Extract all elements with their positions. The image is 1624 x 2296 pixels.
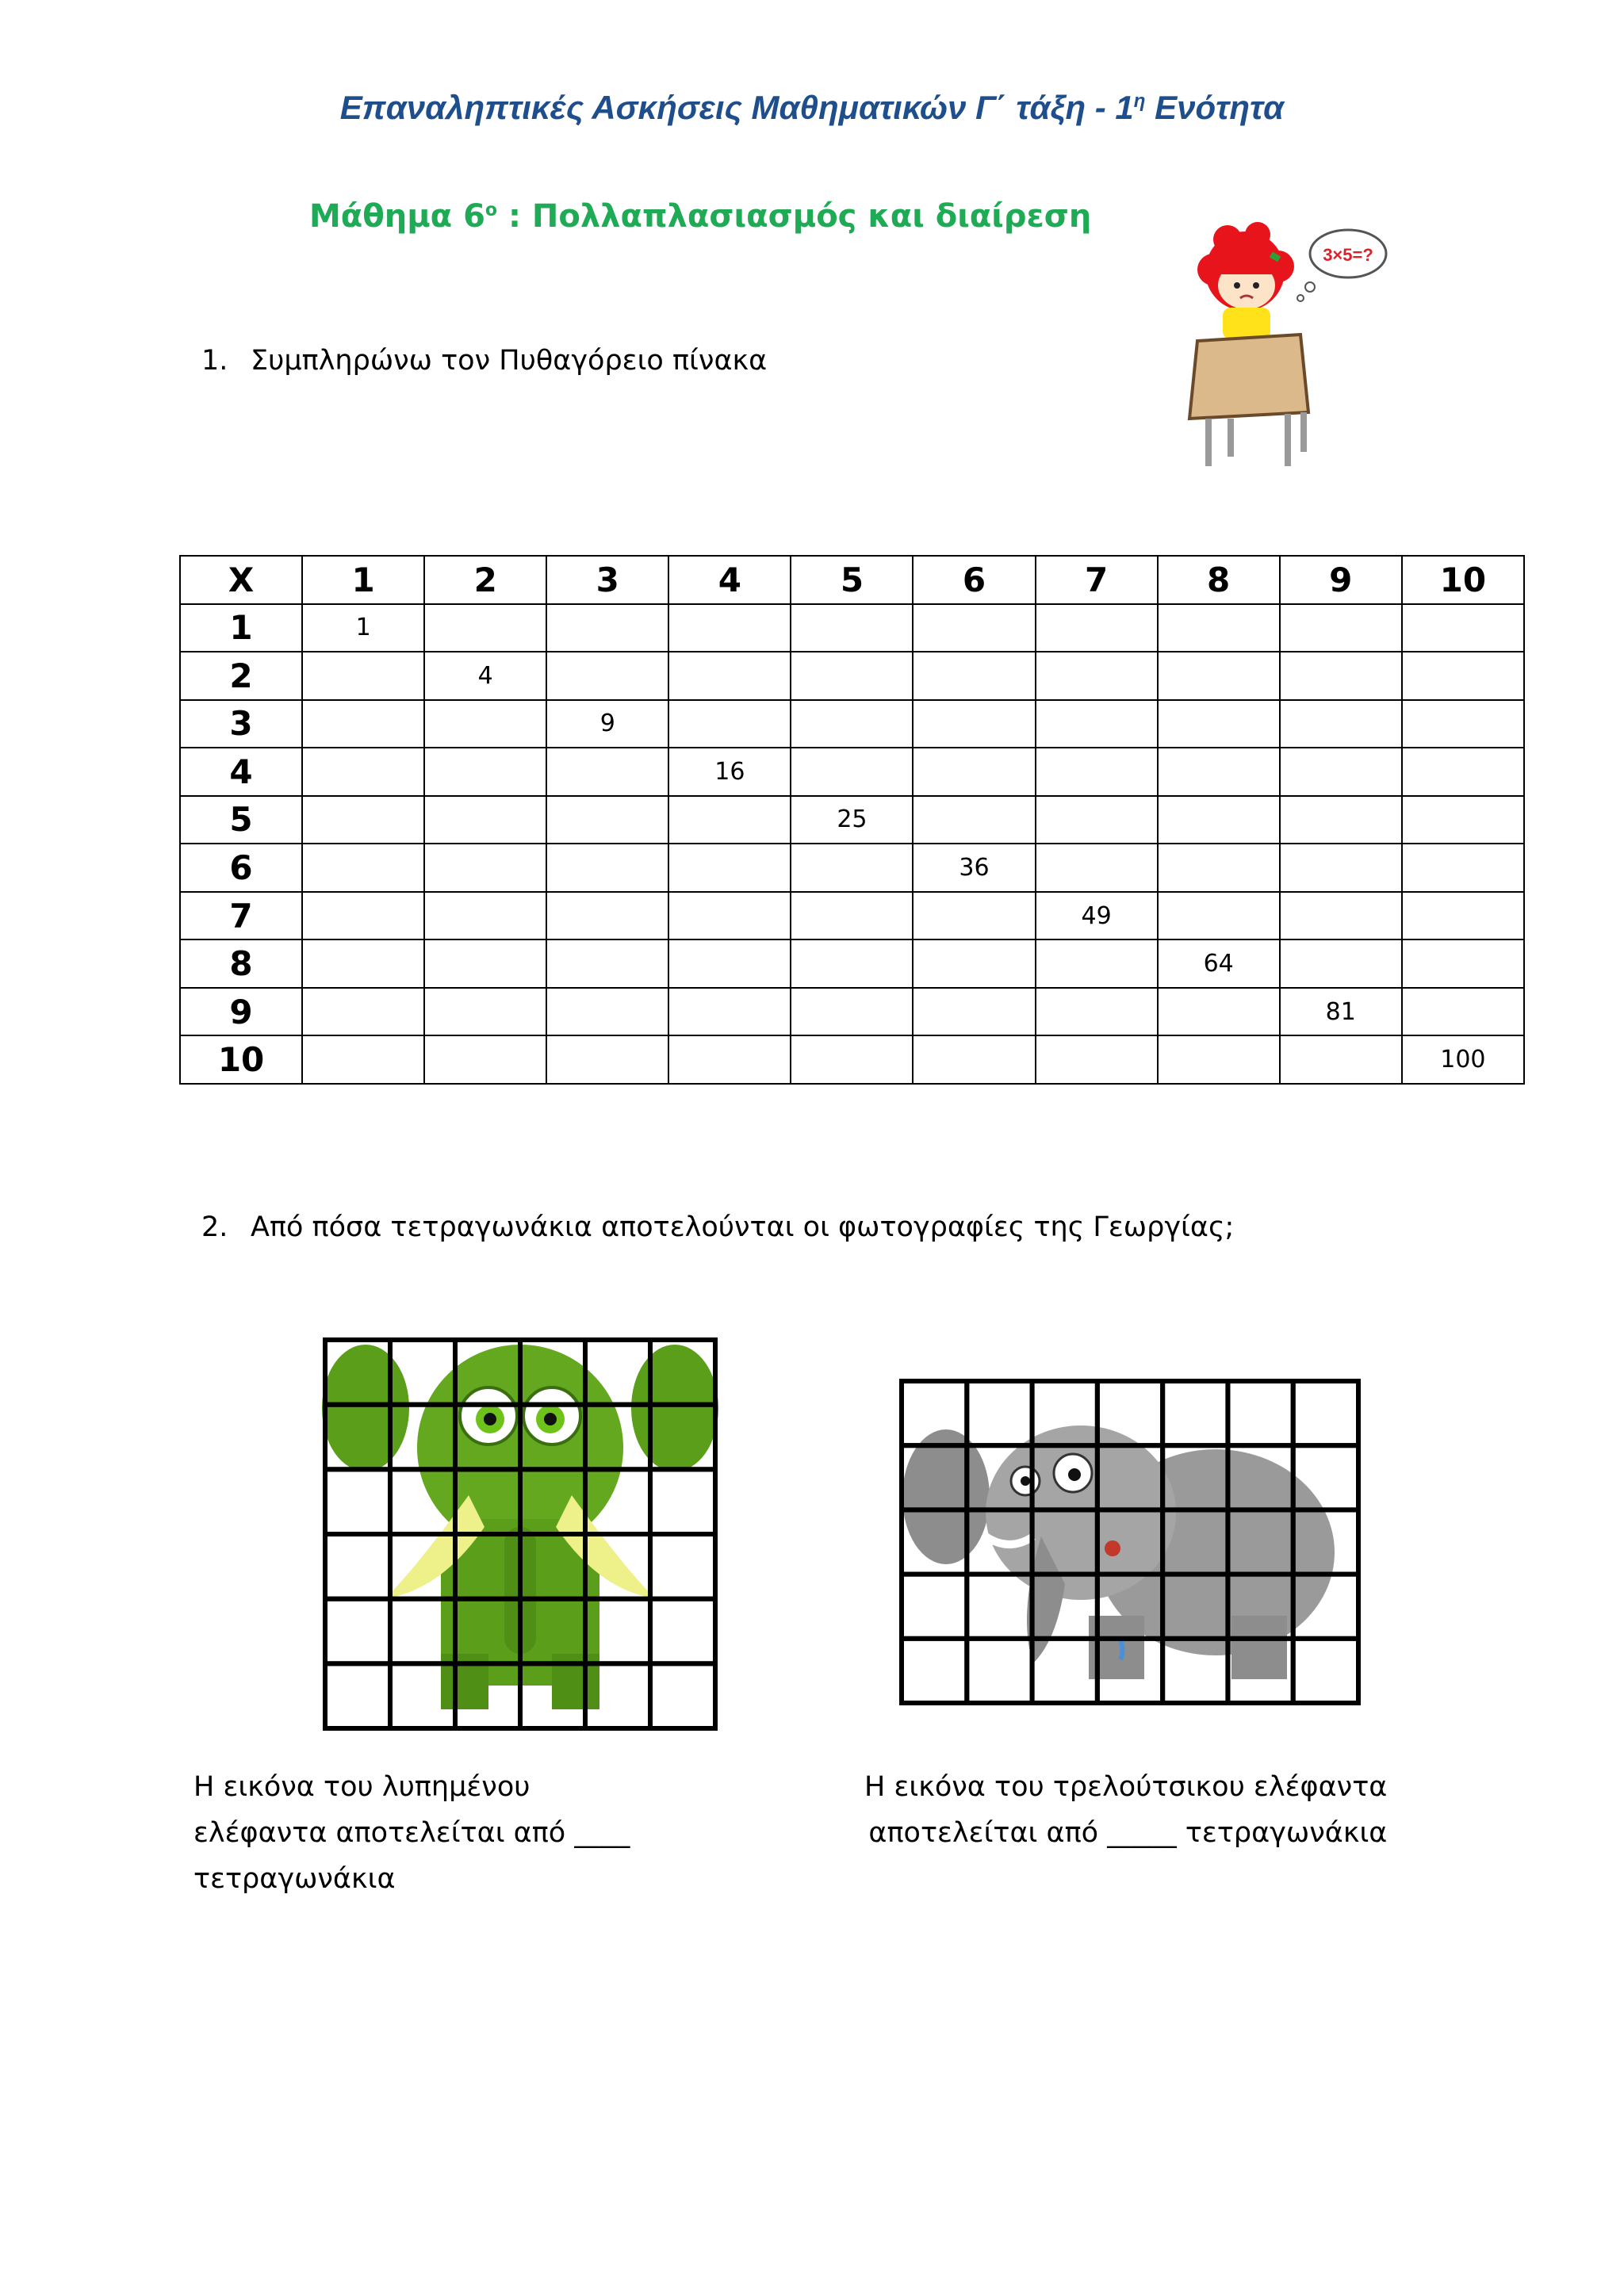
table-cell[interactable] [913,652,1035,700]
table-cell[interactable] [424,892,546,940]
table-cell[interactable] [791,988,913,1036]
table-cell[interactable]: 16 [668,748,791,796]
table-cell[interactable]: 4 [424,652,546,700]
crazy-elephant-grid-picture [898,1378,1362,1706]
table-cell[interactable]: 100 [1402,1035,1524,1084]
table-cell[interactable] [1158,748,1280,796]
table-row [180,796,1524,844]
speech-bubble-text: 3×5=? [1323,245,1373,265]
table-cell[interactable] [1280,796,1402,844]
table-row-header: 8 [180,939,302,988]
table-column-header: 4 [668,556,791,604]
table-cell[interactable] [424,939,546,988]
table-cell[interactable] [1402,700,1524,748]
table-cell[interactable]: 64 [1158,939,1280,988]
table-cell[interactable] [1036,988,1158,1036]
grid-square [1293,1639,1358,1703]
grid-square [1293,1381,1358,1445]
table-cell[interactable] [791,748,913,796]
table-cell[interactable] [302,988,424,1036]
table-cell[interactable] [668,796,791,844]
table-cell[interactable] [1158,988,1280,1036]
table-cell[interactable] [302,652,424,700]
table-cell[interactable]: 81 [1280,988,1402,1036]
table-cell[interactable] [791,1035,913,1084]
table-cell[interactable] [668,604,791,652]
table-cell[interactable] [424,796,546,844]
table-cell[interactable] [1280,1035,1402,1084]
table-row-header: 3 [180,700,302,748]
table-column-header: 1 [302,556,424,604]
table-cell[interactable] [1036,939,1158,988]
table-cell[interactable] [1158,652,1280,700]
table-cell[interactable] [791,892,913,940]
table-cell[interactable] [668,1035,791,1084]
table-cell[interactable] [1402,604,1524,652]
table-cell[interactable] [1036,796,1158,844]
table-cell[interactable] [1280,700,1402,748]
table-cell[interactable] [424,604,546,652]
table-column-header: 9 [1280,556,1402,604]
table-cell[interactable] [791,939,913,988]
table-row-header: 1 [180,604,302,652]
table-row-header: 9 [180,988,302,1036]
table-column-header: 10 [1402,556,1524,604]
table-cell[interactable] [1158,1035,1280,1084]
table-cell[interactable] [546,796,668,844]
table-cell[interactable] [1280,844,1402,892]
table-cell[interactable] [913,748,1035,796]
table-row [180,988,1524,1036]
table-column-header: 3 [546,556,668,604]
table-cell[interactable] [791,844,913,892]
grid-square [325,1663,390,1728]
table-row [180,892,1524,940]
table-cell[interactable] [302,939,424,988]
speech-bubble [1297,230,1386,301]
table-cell[interactable] [1036,1035,1158,1084]
table-cell[interactable] [302,892,424,940]
grid-square [325,1469,390,1534]
table-column-header: 7 [1036,556,1158,604]
table-row [180,939,1524,988]
table-cell[interactable] [1036,844,1158,892]
table-cell[interactable] [1036,604,1158,652]
table-cell[interactable] [302,796,424,844]
table-cell[interactable] [913,700,1035,748]
grid-square [1228,1381,1293,1445]
table-cell[interactable] [668,844,791,892]
table-cell[interactable] [1158,892,1280,940]
table-cell[interactable] [913,988,1035,1036]
table-cell[interactable] [1280,604,1402,652]
grid-square [650,1469,715,1534]
table-corner-cell: Χ [180,556,302,604]
grid-square [967,1575,1032,1639]
table-cell[interactable] [1280,748,1402,796]
grid-square [902,1575,967,1639]
table-row [180,748,1524,796]
page-title: Επαναληπτικές Ασκήσεις Μαθηματικών Γ΄ τάξη - $1^\eta$ Ενότητα [339,89,1285,126]
table-header-row [180,556,1524,604]
lesson-title: Μάθημα $6^o$ : Πολλαπλασιασμός και διαίρεση [309,198,1092,235]
table-cell[interactable] [791,700,913,748]
table-cell[interactable] [546,748,668,796]
table-column-header: 8 [1158,556,1280,604]
table-row-header: 2 [180,652,302,700]
table-cell[interactable] [302,748,424,796]
grid-square [325,1599,390,1664]
table-cell[interactable] [1402,892,1524,940]
pythagorean-table [179,555,1525,1085]
table-cell[interactable]: 36 [913,844,1035,892]
table-cell[interactable] [1280,652,1402,700]
table-cell[interactable] [1402,939,1524,988]
table-cell[interactable] [1402,748,1524,796]
table-cell[interactable] [1158,796,1280,844]
table-cell[interactable] [546,844,668,892]
table-cell[interactable] [424,748,546,796]
table-cell[interactable] [1158,844,1280,892]
table-cell[interactable] [913,939,1035,988]
table-column-header: 2 [424,556,546,604]
table-cell[interactable] [791,652,913,700]
table-cell[interactable] [1402,796,1524,844]
table-cell[interactable]: 25 [791,796,913,844]
table-cell[interactable] [1036,700,1158,748]
table-row-header: 10 [180,1035,302,1084]
left-picture-caption: Η εικόνα του λυπημένου ελέφαντα αποτελείται από ____ τετραγωνάκια [193,1771,630,1895]
table-cell[interactable] [546,1035,668,1084]
grid-square [650,1663,715,1728]
girl-at-desk-illustration [1182,222,1404,476]
table-cell[interactable] [1158,700,1280,748]
table-row [180,700,1524,748]
exercise-1-instruction: 1. Συμπληρώνω τον Πυθαγόρειο πίνακα [201,345,768,377]
table-cell[interactable] [302,700,424,748]
table-cell[interactable] [424,700,546,748]
table-cell[interactable]: 49 [1036,892,1158,940]
table-cell[interactable] [668,939,791,988]
table-row [180,652,1524,700]
table-cell[interactable]: 9 [546,700,668,748]
table-cell[interactable] [913,796,1035,844]
table-cell[interactable] [668,700,791,748]
table-cell[interactable] [1402,988,1524,1036]
grid-square [967,1381,1032,1445]
grid-square [325,1534,390,1599]
table-cell[interactable] [791,604,913,652]
table-cell[interactable] [668,652,791,700]
grid-square [650,1599,715,1664]
table-row [180,1035,1524,1084]
table-cell[interactable] [424,988,546,1036]
table-cell[interactable]: 1 [302,604,424,652]
table-column-header: 6 [913,556,1035,604]
grid-square [967,1639,1032,1703]
table-cell[interactable] [913,892,1035,940]
grid-square [1162,1381,1228,1445]
table-row-header: 4 [180,748,302,796]
table-cell[interactable] [1402,844,1524,892]
table-row [180,844,1524,892]
grid-square [650,1534,715,1599]
table-cell[interactable] [546,892,668,940]
table-cell[interactable] [1158,604,1280,652]
table-cell[interactable] [1036,748,1158,796]
table-cell[interactable] [1280,892,1402,940]
table-cell[interactable] [668,892,791,940]
table-cell[interactable] [1036,652,1158,700]
table-cell[interactable] [913,604,1035,652]
table-column-header: 5 [791,556,913,604]
table-cell[interactable] [546,939,668,988]
table-row-header: 6 [180,844,302,892]
table-cell[interactable] [302,1035,424,1084]
table-cell[interactable] [546,652,668,700]
grid-square [902,1639,967,1703]
table-row-header: 5 [180,796,302,844]
table-cell[interactable] [1402,652,1524,700]
table-cell[interactable] [424,1035,546,1084]
right-picture-caption: Η εικόνα του τρελούτσικου ελέφαντα αποτελείται από _____ τετραγωνάκια [864,1771,1388,1849]
table-cell[interactable] [546,604,668,652]
table-cell[interactable] [302,844,424,892]
table-cell[interactable] [1280,939,1402,988]
table-cell[interactable] [913,1035,1035,1084]
sad-elephant-grid-picture [322,1337,718,1732]
table-cell[interactable] [546,988,668,1036]
exercise-2-instruction: 2. Από πόσα τετραγωνάκια αποτελούνται οι φωτογραφίες της Γεωργίας; [201,1211,1235,1243]
table-row-header: 7 [180,892,302,940]
table-row [180,604,1524,652]
table-cell[interactable] [668,988,791,1036]
table-cell[interactable] [424,844,546,892]
